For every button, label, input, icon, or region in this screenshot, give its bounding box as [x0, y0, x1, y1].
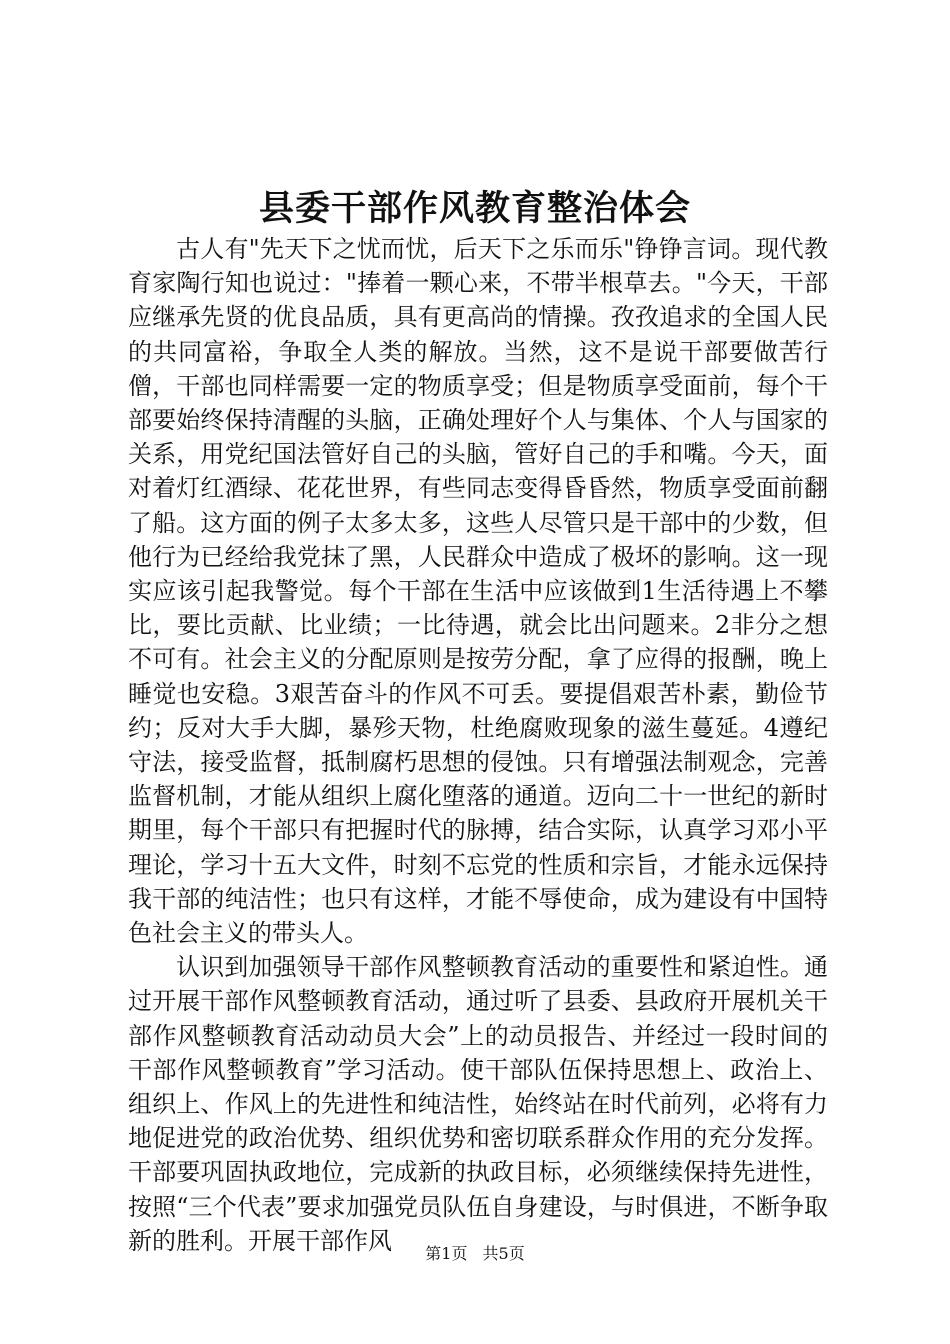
- document-body: [128, 232, 828, 1258]
- total-page-count: 共5页: [482, 1244, 525, 1263]
- page-footer: [0, 1243, 950, 1265]
- document-title: 县委干部作风教育整治体会: [258, 188, 691, 229]
- current-page-number: 第1页: [425, 1244, 468, 1263]
- paragraph-1: 古人有"先天下之忧而忧，后天下之乐而乐"铮铮言词。现代教育家陶行知也说过："捧着一颗心来，不带半根草去。"今天，干部应继承先贤的优良品质，具有更高尚的情操。孜孜追求的全国人民的共同富裕，争取全人类的解放。当然，这不是说干部要做苦行僧，干部也同样需要一定的物质享受；但是物质享受面前，每个干部要始终保持清醒的头脑，正确处理好个人与集体、个人与国家的关系，用党纪国法管好自己的头脑，管好自己的手和嘴。今天，面对着灯红酒绿、花花世界，有些同志变得昏昏然，物质享受面前翻了船。这方面的例子太多太多，这些人尽管只是干部中的少数，但他行为已经给我党抹了黑，人民群众中造成了极坏的影响。这一现实应该引起我警觉。每个干部在生活中应该做到1生活待遇上不攀比，要比贡献、比业绩；一比待遇，就会比出问题来。2非分之想不可有。社会主义的分配原则是按劳分配，拿了应得的报酬，晚上睡觉也安稳。3艰苦奋斗的作风不可丢。要提倡艰苦朴素，勤俭节约；反对大手大脚，暴殄天物，杜绝腐败现象的滋生蔓延。4遵纪守法，接受监督，抵制腐朽思想的侵蚀。只有增强法制观念，完善监督机制，才能从组织上腐化堕落的通道。迈向二十一世纪的新时期里，每个干部只有把握时代的脉搏，结合实际，认真学习邓小平理论，学习十五大文件，时刻不忘党的性质和宗旨，才能永远保持我干部的纯洁性；也只有这样，才能不辱使命，成为建设有中国特色社会主义的带头人。: [128, 235, 828, 948]
- paragraph-2: 认识到加强领导干部作风整顿教育活动的重要性和紧迫性。通过开展干部作风整顿教育活动，通过听了县委、县政府开展机关干部作风整顿教育活动动员大会”上的动员报告、并经过一段时间的干部作风整顿教育”学习活动。使干部队伍保持思想上、政治上、组织上、作风上的先进性和纯洁性，始终站在时代前列，必将有力地促进党的政治优势、组织优势和密切联系群众作用的充分发挥。干部要巩固执政地位，完成新的执政目标，必须继续保持先进性，按照“三个代表”要求加强党员队伍自身建设，与时俱进，不断争取新的胜利。开展干部作风: [128, 953, 828, 1255]
